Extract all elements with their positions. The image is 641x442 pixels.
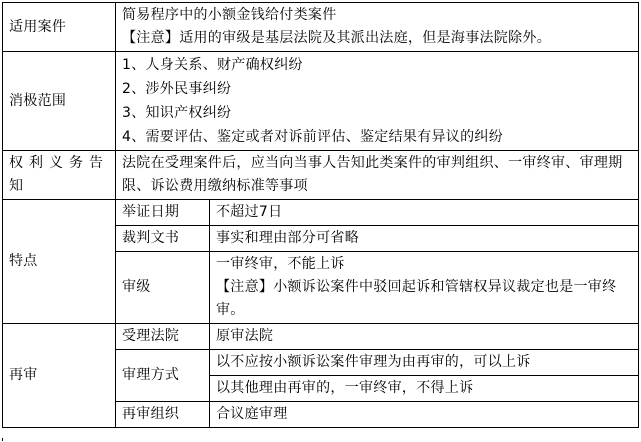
label-retrial: 再审 (3, 324, 116, 428)
label-negative-scope: 消极范围 (3, 52, 116, 151)
value-retrial-method-2: 以其他理由再审的，一审终审，不得上诉 (210, 376, 639, 402)
content-negative-scope (116, 52, 639, 151)
row-negative-scope (3, 52, 639, 151)
instance-note: 【注意】小额诉讼案件中驳回起诉和管辖权异议裁定也是一审终审。 (216, 279, 617, 318)
negative-item-3: 3、知识产权纠纷 (122, 105, 232, 121)
value-retrial-org: 合议庭审理 (210, 402, 639, 428)
instance-line-1: 一审终审，不能上诉 (216, 256, 345, 272)
page-edge-mark (2, 438, 7, 441)
sub-evidence-period: 举证日期 (116, 200, 210, 226)
value-instance-level (210, 252, 639, 324)
negative-item-2: 2、涉外民事纠纷 (122, 81, 232, 97)
content-applicable-cases (116, 3, 639, 52)
value-retrial-court: 原审法院 (210, 324, 639, 350)
value-retrial-method-1: 以不应按小额诉讼案件审理为由再审的，可以上诉 (210, 350, 639, 376)
sub-judgment-document: 裁判文书 (116, 226, 210, 252)
value-evidence-period: 不超过7日 (210, 200, 639, 226)
value-judgment-document: 事实和理由部分可省略 (210, 226, 639, 252)
applicable-line-1: 简易程序中的小额金钱给付类案件 (122, 7, 337, 23)
negative-item-4: 4、需要评估、鉴定或者对诉前评估、鉴定结果有异议的纠纷 (122, 129, 504, 145)
label-features: 特点 (3, 200, 116, 324)
applicable-note: 【注意】适用的审级是基层法院及其派出法庭，但是海事法院除外。 (122, 30, 551, 46)
sub-retrial-method: 审理方式 (116, 350, 210, 402)
sub-instance-level: 审级 (116, 252, 210, 324)
row-rights-notice (3, 151, 639, 200)
sub-retrial-court: 受理法院 (116, 324, 210, 350)
label-rights-notice: 权利义务告知 (3, 151, 116, 200)
content-rights-notice: 法院在受理案件后，应当向当事人告知此类案件的审判组织、一审终审、审理期限、诉讼费用缴纳标准等事项 (116, 151, 639, 200)
label-applicable-cases: 适用案件 (3, 3, 116, 52)
row-retrial-court (3, 324, 639, 350)
row-features-evidence (3, 200, 639, 226)
row-applicable-cases (3, 3, 639, 52)
negative-item-1: 1、人身关系、财产确权纠纷 (122, 57, 303, 73)
sub-retrial-org: 再审组织 (116, 402, 210, 428)
small-claims-table (2, 2, 639, 428)
